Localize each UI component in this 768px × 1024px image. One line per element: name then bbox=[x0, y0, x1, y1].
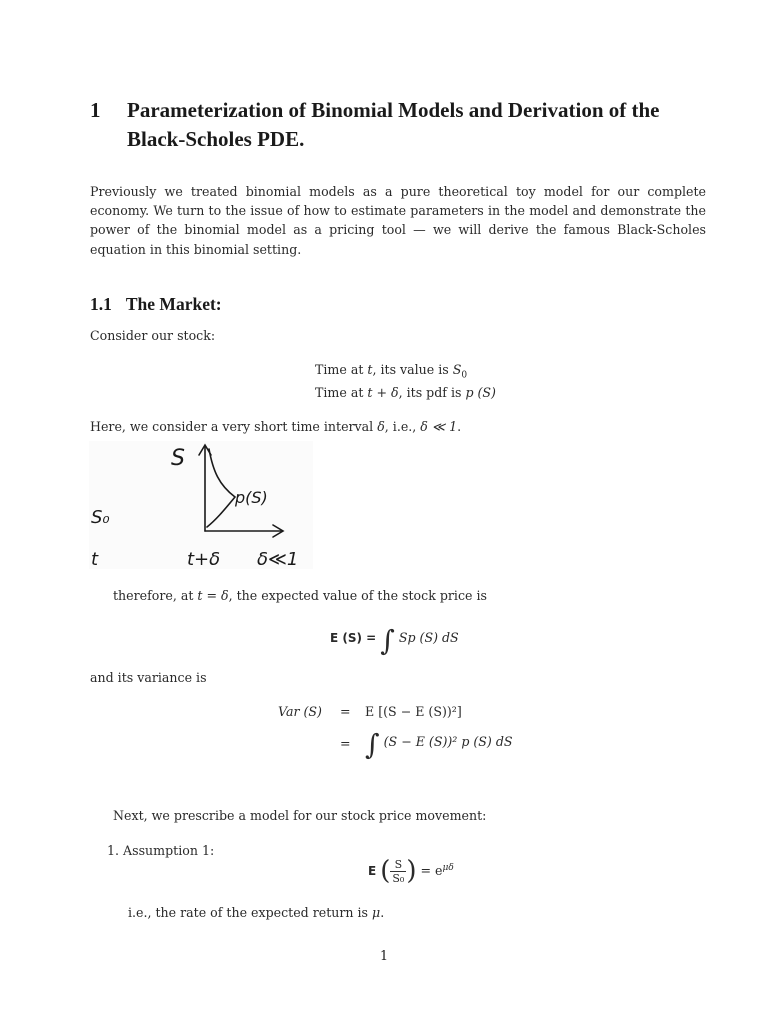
line2-prefix: Time at bbox=[315, 385, 368, 400]
variance-eq1: = bbox=[340, 704, 351, 719]
interval-after: , i.e., bbox=[384, 419, 421, 434]
line1-prefix: Time at bbox=[315, 362, 368, 377]
explanation-before: i.e., the rate of the expected return is bbox=[128, 905, 373, 920]
line2-val: p (S) bbox=[465, 385, 496, 400]
variance-rhs2 bbox=[365, 728, 513, 761]
interval-before: Here, we consider a very short time interval bbox=[90, 419, 378, 434]
display-line-1 bbox=[315, 362, 467, 381]
line1-val: S bbox=[452, 362, 462, 377]
subsection-heading bbox=[90, 294, 222, 315]
variance-rhs1 bbox=[365, 704, 462, 719]
model-text: Next, we prescribe a model for our stock price movement: bbox=[113, 808, 487, 823]
line2-mid: , its pdf is bbox=[398, 385, 466, 400]
expected-before: therefore, at bbox=[113, 588, 198, 603]
sketch-pdf-curve bbox=[207, 449, 235, 527]
variance-text: and its variance is bbox=[90, 670, 207, 685]
interval-condition: δ ≪ 1 bbox=[420, 419, 458, 434]
hand-drawn-pdf-sketch bbox=[89, 441, 313, 569]
line1-sub: 0 bbox=[461, 370, 468, 381]
assumption-label: 1. Assumption 1: bbox=[107, 843, 215, 858]
expected-text bbox=[113, 588, 487, 603]
subsection-title: The Market: bbox=[125, 294, 222, 314]
sketch-label-delta-small: δ≪1 bbox=[257, 549, 299, 569]
expected-after: , the expected value of the stock price is bbox=[228, 588, 487, 603]
expectation-lhs: E (S) = bbox=[330, 631, 377, 645]
variance-rhs1-text: E [(S − E (S))²] bbox=[365, 704, 462, 719]
fraction-numerator: S bbox=[390, 858, 406, 872]
interval-delta: δ bbox=[377, 419, 385, 434]
section-number: 1 bbox=[90, 98, 101, 122]
variance-eq2: = bbox=[340, 736, 351, 751]
consider-text: Consider our stock: bbox=[90, 328, 216, 343]
line1-mid: , its value is bbox=[372, 362, 453, 377]
variance-lhs-text: Var (S) bbox=[278, 704, 322, 719]
interval-end: . bbox=[457, 419, 462, 434]
subsection-number: 1.1 bbox=[90, 294, 112, 314]
section-title: Parameterization of Binomial Models and Derivation of the Black-Scholes PDE. bbox=[127, 98, 660, 151]
fraction-denominator: S₀ bbox=[392, 872, 405, 885]
intro-paragraph: Previously we treated binomial models as a pure theoretical toy model for our complete economy. We turn to the issue of how to estimate parameters in the model and demonstrate the power of the binomial model as a pricing tool — we will derive the famous Black-Scholes equation in this binomial setting. bbox=[90, 184, 706, 257]
integral-sign-2: ∫ bbox=[365, 728, 380, 761]
sketch-label-t: t bbox=[91, 549, 99, 569]
expectation-integrand: Sp (S) dS bbox=[398, 630, 459, 645]
line1-var: t bbox=[367, 362, 373, 377]
sketch-label-ps: p(S) bbox=[235, 488, 268, 507]
explanation-end: . bbox=[380, 905, 385, 920]
assumption-eq-rhs: = e bbox=[420, 863, 443, 878]
variance-lhs bbox=[278, 704, 322, 719]
right-paren: ) bbox=[406, 856, 417, 886]
explanation-var: μ bbox=[372, 905, 381, 920]
display-line-2 bbox=[315, 385, 496, 400]
line2-var: t + δ bbox=[367, 385, 399, 400]
assumption-equation bbox=[368, 856, 454, 886]
interval-text bbox=[90, 419, 461, 434]
section-heading bbox=[90, 96, 710, 154]
integral-sign-1: ∫ bbox=[380, 624, 395, 657]
variance-rhs2-text: (S − E (S))² p (S) dS bbox=[383, 734, 513, 749]
sketch-label-s: S bbox=[171, 446, 185, 471]
left-paren: ( bbox=[380, 856, 391, 886]
sketch-label-t-delta: t+δ bbox=[187, 549, 221, 569]
expectation-equation bbox=[330, 624, 459, 657]
fraction bbox=[390, 858, 406, 885]
sketch-svg bbox=[89, 441, 313, 569]
expected-cond: t = δ bbox=[197, 588, 229, 603]
sketch-label-s0: S₀ bbox=[91, 507, 110, 528]
assumption-explanation bbox=[128, 905, 384, 920]
assumption-exponent: μδ bbox=[442, 862, 454, 873]
page-number: 1 bbox=[379, 948, 388, 963]
assumption-eq-lhs: E bbox=[368, 864, 377, 878]
